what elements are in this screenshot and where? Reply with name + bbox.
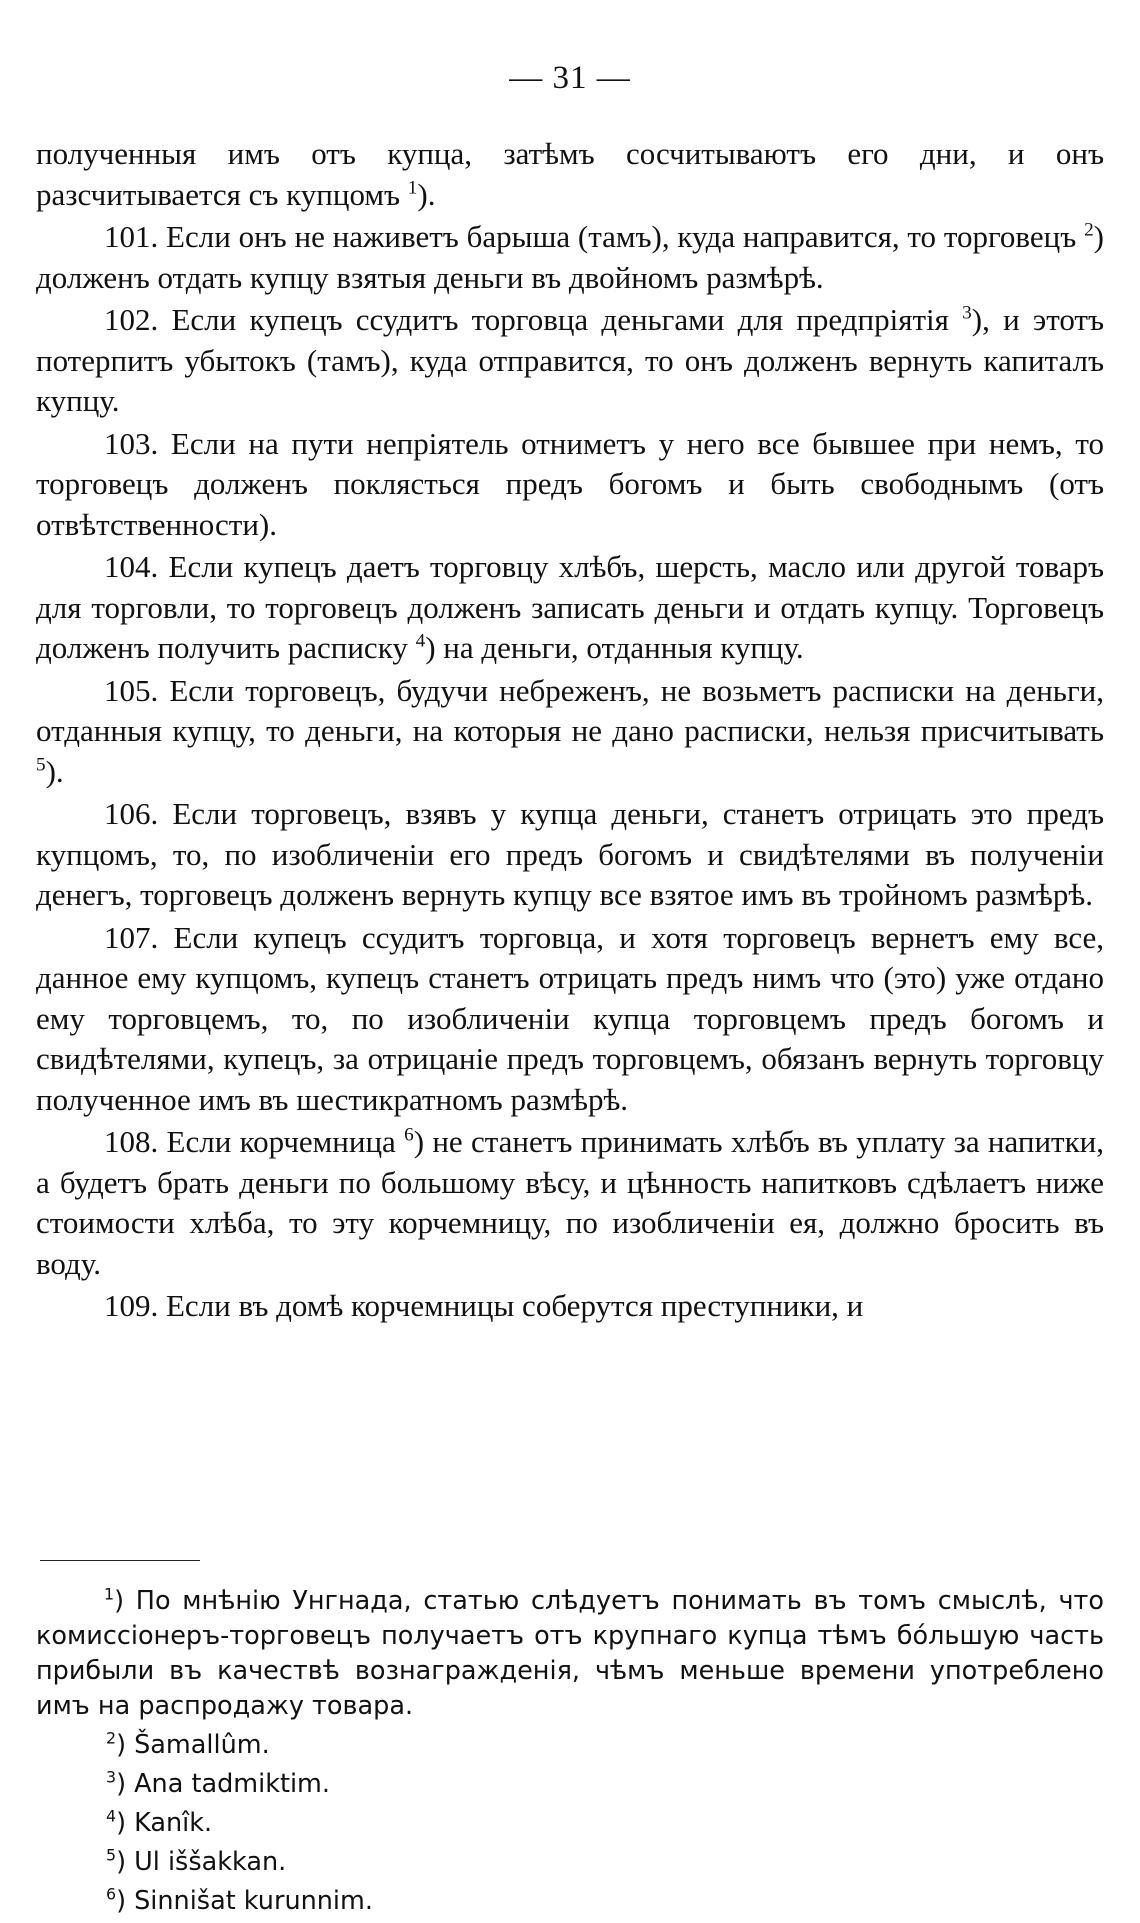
footnote-ref: 6 — [404, 1124, 414, 1146]
body-text — [36, 134, 1104, 1329]
paragraph-text: 106. Если торговецъ, взявъ у купца деньги, станетъ отрицать это предъ купцомъ, то, по изобличеніи его предъ богомъ и свидѣтелями въ полученіи денегъ, торговецъ долженъ вернуть купцу все взятое имъ въ тройномъ размѣрѣ. — [36, 796, 1104, 912]
paragraph-text: полученныя имъ отъ купца, затѣмъ сосчитываютъ его дни, и онъ разсчитывается съ купцомъ — [36, 136, 1104, 212]
footnote-ref: 5 — [36, 754, 46, 776]
paragraph — [36, 1122, 1104, 1284]
footnote-divider — [40, 1560, 200, 1561]
paragraph — [36, 217, 1104, 298]
footnotes — [36, 1584, 1104, 1923]
footnote-text: ) Kanîk. — [116, 1808, 213, 1838]
paragraph-text-tail: ), и этотъ потерпитъ убытокъ (тамъ), куда отправится, то онъ долженъ вернуть капиталъ купцу. — [36, 302, 1105, 418]
footnote-mark: 1 — [104, 1584, 115, 1604]
paragraph-text: 101. Если онъ не наживетъ барыша (тамъ), куда направится, то торговецъ — [104, 219, 1077, 254]
paragraph — [36, 1286, 1104, 1327]
footnote-text: ) Sinnišat kurunnim. — [116, 1886, 373, 1916]
paragraph — [36, 794, 1104, 916]
footnote — [36, 1806, 1104, 1841]
footnote — [36, 1845, 1104, 1880]
footnote-ref: 2 — [1084, 219, 1094, 241]
footnote-mark: 3 — [106, 1767, 117, 1787]
footnote — [36, 1767, 1104, 1802]
paragraph-text: 107. Если купецъ ссудитъ торговца, и хотя торговецъ вернетъ ему все, данное ему купцомъ, купецъ станетъ отрицать предъ нимъ что (это) уже отдано ему торговцемъ, то, по изобличеніи купца торговцемъ предъ богомъ и свидѣтелями, купецъ, за отрицаніе предъ торговцемъ, обязанъ вернуть торговцу полученное имъ въ шестикратномъ размѣрѣ. — [36, 919, 1104, 1117]
paragraph-text: 105. Если торговецъ, будучи небреженъ, не возьметъ расписки на деньги, отданныя купцу, то деньги, на которыя не дано расписки, нельзя присчитывать — [36, 672, 1104, 748]
footnote — [36, 1584, 1104, 1724]
paragraph — [36, 134, 1104, 215]
paragraph-text: 109. Если въ домѣ корчемницы соберутся преступники, и — [104, 1288, 864, 1323]
paragraph-text-tail: ) долженъ отдать купцу взятыя деньги въ двойномъ размѣрѣ. — [36, 219, 1104, 295]
footnote-text: ) По мнѣнію Унгнада, статью слѣдуетъ понимать въ томъ смыслѣ, что комиссіонеръ-торговецъ получаетъ отъ крупнаго купца тѣмъ бóльшую часть прибыли въ качествѣ вознагражденія, чѣмъ меньше времени употреблено имъ на распродажу товара. — [36, 1586, 1104, 1721]
footnote-ref: 4 — [415, 630, 426, 652]
paragraph-text-tail: ) не станетъ принимать хлѣбъ въ уплату за напитки, а будетъ брать деньги по большому вѣсу, и цѣнность напитковъ сдѣлаетъ ниже стоимости хлѣба, то эту корчемницу, по изобличеніи ея, должно бросить въ воду. — [36, 1124, 1104, 1281]
footnote-mark: 2 — [106, 1728, 117, 1748]
footnote-text: ) Ul iššakkan. — [116, 1847, 287, 1877]
paragraph — [36, 547, 1104, 669]
footnote-mark: 5 — [106, 1845, 117, 1865]
document-page — [36, 0, 1104, 1922]
footnote-ref: 3 — [962, 302, 972, 324]
footnote-text: ) Šamallûm. — [116, 1730, 270, 1760]
footnote-ref: 1 — [407, 177, 418, 199]
paragraph — [36, 424, 1104, 546]
paragraph-text-tail: ) на деньги, отданныя купцу. — [425, 630, 804, 665]
paragraph — [36, 918, 1104, 1121]
footnote-text: ) Ana tadmiktim. — [116, 1769, 330, 1799]
footnote — [36, 1884, 1104, 1919]
paragraph-text-tail: ). — [45, 753, 64, 789]
page-number: — 31 — — [509, 60, 631, 96]
footnote-mark: 6 — [106, 1884, 117, 1904]
paragraph-text: 104. Если купецъ даетъ торговцу хлѣбъ, шерсть, масло или другой товаръ для торговли, то торговецъ долженъ записать деньги и отдать купцу. Торговецъ долженъ получить расписку — [36, 549, 1104, 665]
paragraph-text-tail: ). — [417, 176, 436, 212]
paragraph — [36, 671, 1104, 793]
paragraph-text: 103. Если на пути непріятель отниметъ у него все бывшее при немъ, то торговецъ долженъ поклясться предъ богомъ и быть свободнымъ (отъ отвѣтственности). — [36, 425, 1104, 542]
paragraph-text: 108. Если корчемница — [104, 1124, 396, 1159]
paragraph-text: 102. Если купецъ ссудитъ торговца деньгами для предпріятія — [104, 302, 949, 337]
footnote — [36, 1728, 1104, 1763]
footnote-mark: 4 — [106, 1806, 117, 1826]
paragraph — [36, 300, 1104, 422]
